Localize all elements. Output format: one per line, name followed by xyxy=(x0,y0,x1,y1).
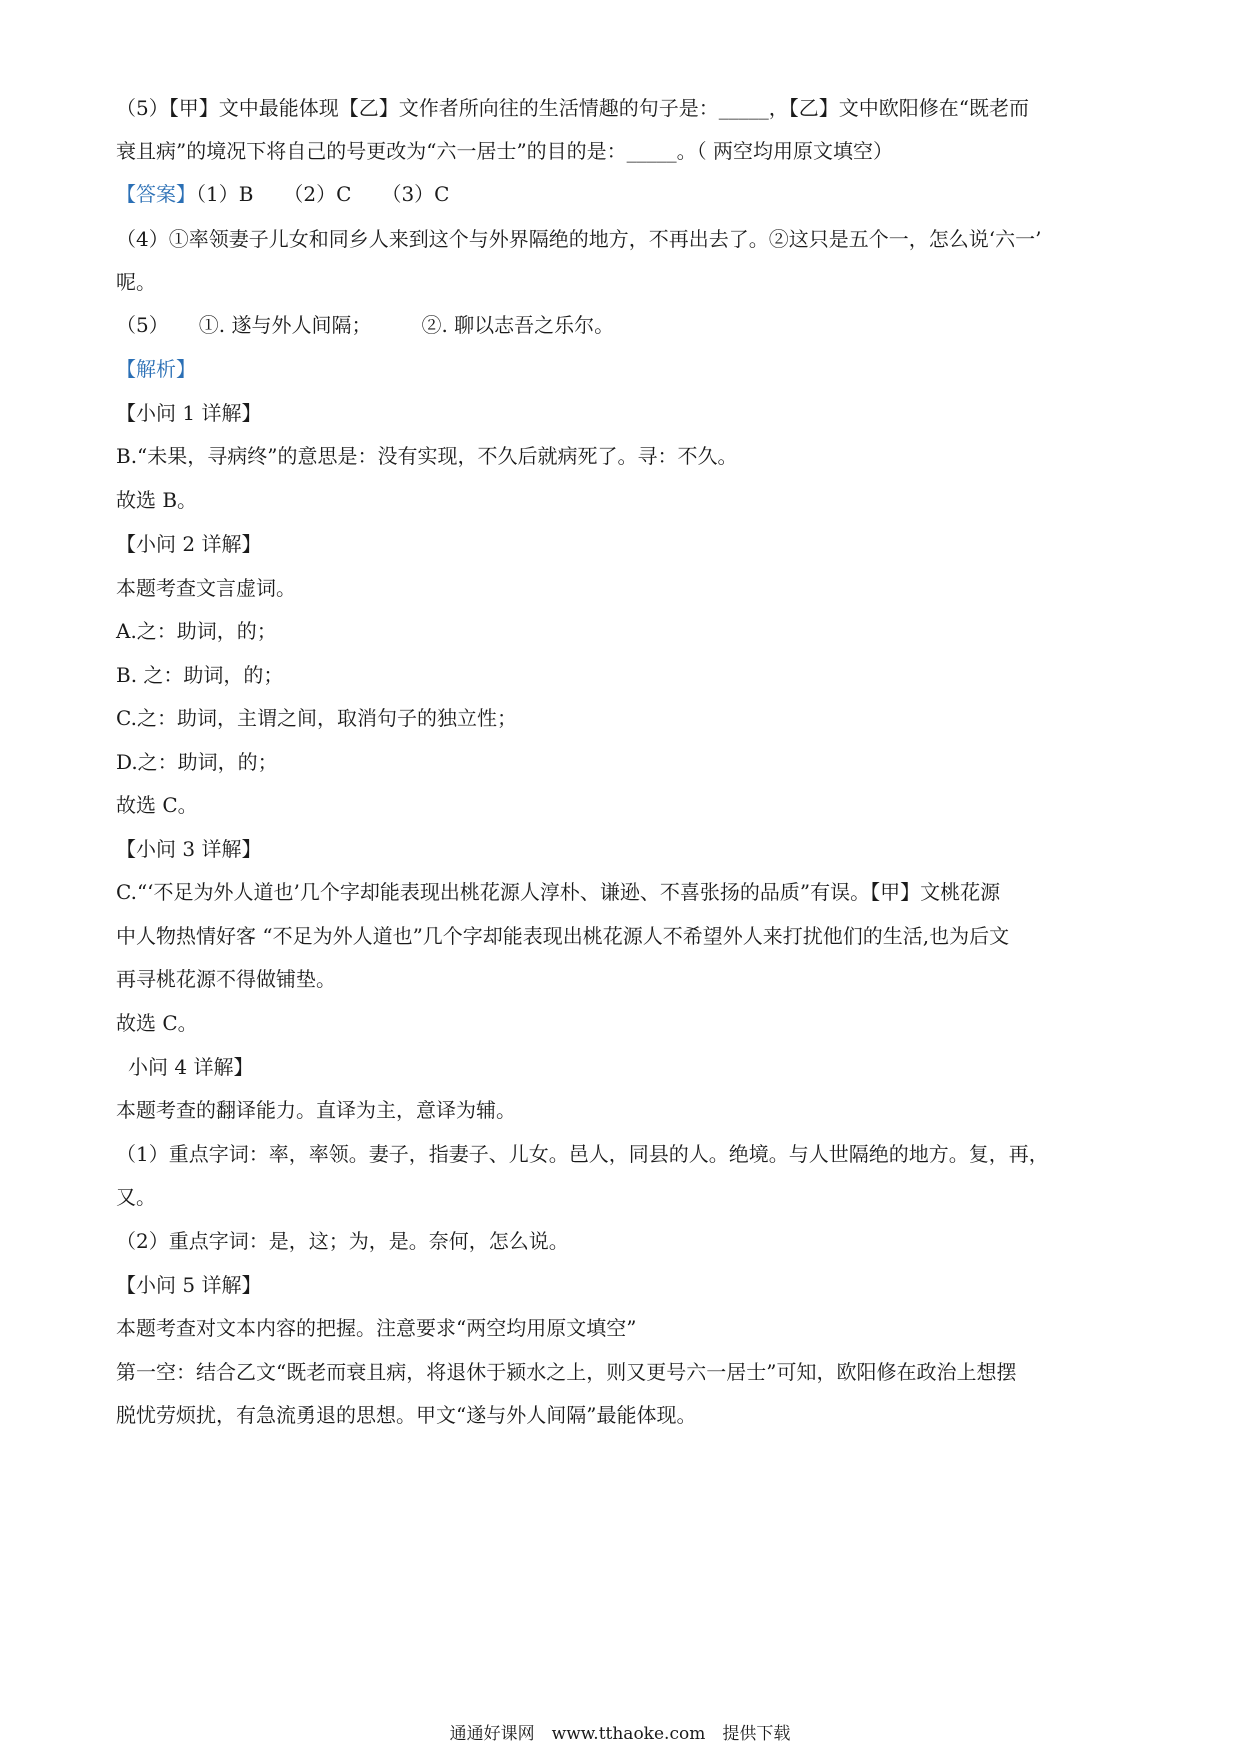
sub-question-4-title: 小问 4 详解】 xyxy=(128,1055,254,1079)
answer-5-line: （5） ①. 遂与外人间隔； ②. 聊以志吾之乐尔。 xyxy=(116,313,615,337)
sub-question-2-option-a: A.之：助词，的； xyxy=(116,619,277,643)
sub-question-5-intro: 本题考查对文本内容的把握。注意要求“两空均用原文填空” xyxy=(116,1316,637,1340)
question-5-line-1: （5）【甲】文中最能体现【乙】文作者所向往的生活情趣的句子是：_____，【乙】文中欧阳修在“既老而 xyxy=(116,96,1029,120)
sub-question-2-choice: 故选 C。 xyxy=(116,793,198,817)
sub-question-5-line-1: 第一空：结合乙文“既老而衰且病，将退休于颍水之上，则又更号六一居士”可知，欧阳修在政治上想摆 xyxy=(116,1360,1017,1384)
sub-question-2-option-d: D.之：助词，的； xyxy=(116,750,278,774)
footer-download-note: 通通好课网 www.tthaoke.com 提供下载 xyxy=(449,1724,791,1744)
sub-question-3-line-2: 中人物热情好客 “不足为外人道也”几个字却能表现出桃花源人不希望外人来打扰他们的生活,也为后文 xyxy=(116,924,1010,948)
sub-question-2-title: 【小问 2 详解】 xyxy=(116,532,262,556)
answer-label: 【答案】 xyxy=(116,182,196,206)
sub-question-3-line-3: 再寻桃花源不得做铺垫。 xyxy=(116,967,336,991)
answer-4-line-1: （4）①率领妻子儿女和同乡人来到这个与外界隔绝的地方，不再出去了。②这只是五个一，怎么说‘六一’ xyxy=(116,227,1042,251)
sub-question-3-choice: 故选 C。 xyxy=(116,1011,198,1035)
sub-question-4-intro: 本题考查的翻译能力。直译为主，意译为辅。 xyxy=(116,1098,516,1122)
sub-question-4-line-2: 又。 xyxy=(116,1185,156,1209)
sub-question-2-option-b: B. 之：助词，的； xyxy=(116,663,284,687)
answer-line xyxy=(116,180,1126,208)
sub-question-5-title: 【小问 5 详解】 xyxy=(116,1273,262,1297)
sub-question-1-text: B.“未果，寻病终”的意思是：没有实现，不久后就病死了。寻：不久。 xyxy=(116,444,738,468)
sub-question-1-title: 【小问 1 详解】 xyxy=(116,401,262,425)
question-5-line-2: 衰且病”的境况下将自己的号更改为“六一居士”的目的是：_____。（ 两空均用原文填空） xyxy=(116,139,894,163)
analysis-label: 【解析】 xyxy=(116,357,196,381)
sub-question-4-line-3: （2）重点字词：是，这；为，是。奈何，怎么说。 xyxy=(116,1229,569,1253)
sub-question-3-line-1: C.“‘不足为外人道也’几个字却能表现出桃花源人淳朴、谦逊、不喜张扬的品质”有误。【甲】文桃花源 xyxy=(116,880,1001,904)
sub-question-5-line-2: 脱忧劳烦扰，有急流勇退的思想。甲文“遂与外人间隔”最能体现。 xyxy=(116,1403,697,1427)
sub-question-2-option-c: C.之：助词，主谓之间，取消句子的独立性； xyxy=(116,706,517,730)
sub-question-2-intro: 本题考查文言虚词。 xyxy=(116,576,296,600)
answer-text: （1）B （2）C （3）C xyxy=(196,182,450,206)
sub-question-3-title: 【小问 3 详解】 xyxy=(116,837,262,861)
sub-question-4-line-1: （1）重点字词：率，率领。妻子，指妻子、儿女。邑人，同县的人。绝境。与人世隔绝的地方。复，再， xyxy=(116,1142,1049,1166)
sub-question-1-choice: 故选 B。 xyxy=(116,488,198,512)
answer-4-line-2: 呢。 xyxy=(116,270,156,294)
